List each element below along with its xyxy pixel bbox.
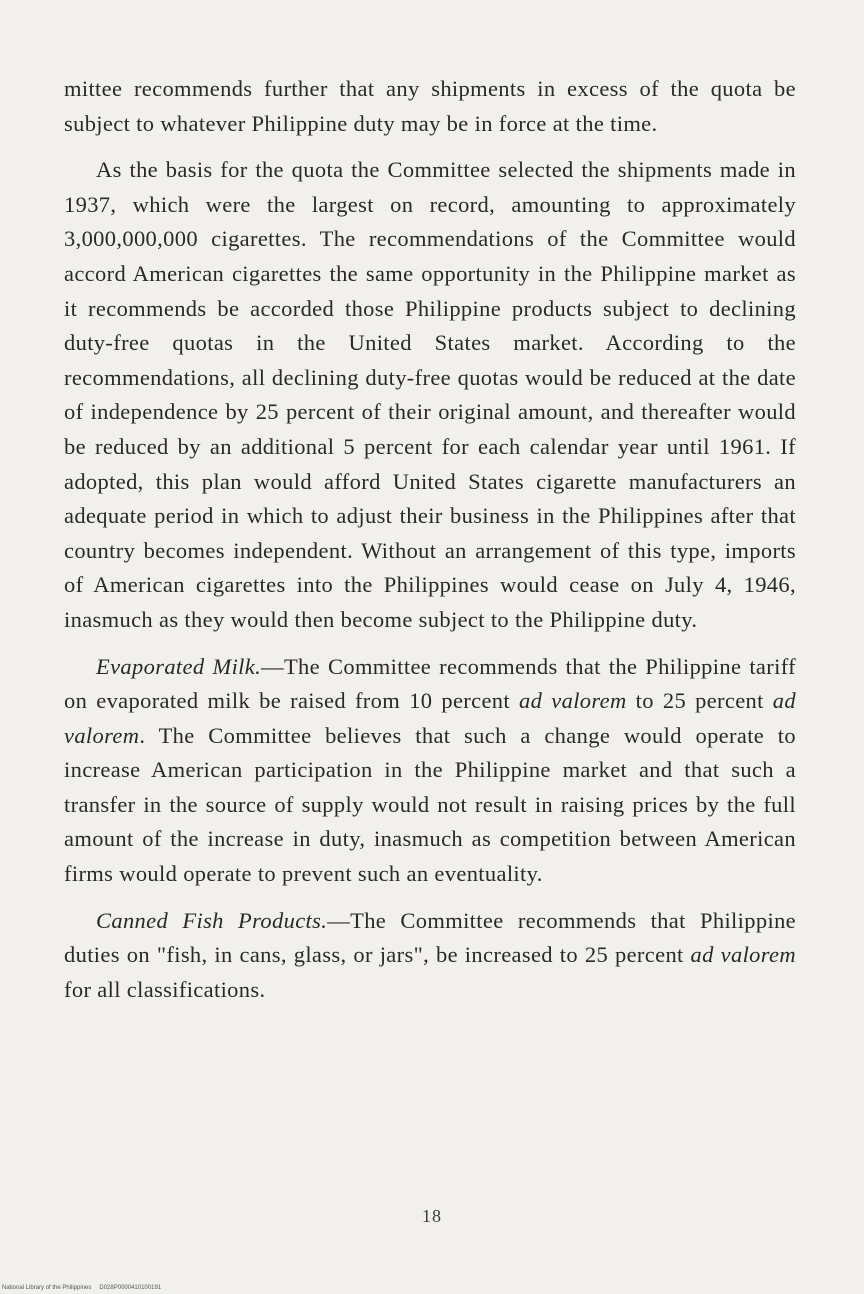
text-segment: . The Committee believes that such a change would operate to increase American participation in the Philippine market and that such a transfer in the source of supply would not result in raising prices by the full amount of the increase in duty, inasmuch as competition between American firms would operate to prevent such an eventuality. bbox=[64, 722, 796, 887]
em-dash: — bbox=[261, 653, 284, 679]
paragraph-evaporated-milk bbox=[64, 650, 796, 892]
em-dash: — bbox=[327, 907, 351, 933]
scan-code: D028P0000410100191 bbox=[99, 1285, 162, 1291]
paragraph-continuation: mittee recommends further that any shipments in excess of the quota be subject to whatever Philippine duty may be in force at the time. bbox=[64, 76, 796, 136]
library-credit: National Library of the Philippines bbox=[2, 1285, 92, 1291]
scan-credit-footer bbox=[2, 1285, 161, 1291]
italic-term: ad valorem bbox=[690, 942, 796, 968]
italic-term: ad valorem bbox=[519, 688, 627, 714]
text-segment: The Committee recommends that the Philippine tariff on evaporated milk be raised from 10 percent bbox=[64, 653, 796, 714]
page-number: 18 bbox=[422, 1206, 442, 1226]
paragraph-quota-basis: As the basis for the quota the Committee selected the shipments made in 1937, which were the largest on record, amounting to approximately 3,000,000,000 cigarettes. The recommendations of the Committee would accord American cigarettes the same opportunity in the Philippine market as it recommends be accorded those Philippine products subject to declining duty-free quotas in the United States market. According to the recommendations, all declining duty-free quotas would be reduced at the date of independence by 25 percent of their original amount, and thereafter would be reduced by an additional 5 percent for each calendar year until 1961. If adopted, this plan would afford United States cigarette manufacturers an adequate period in which to adjust their business in the Philippines after that country becomes independent. Without an arrangement of this type, imports of American cigarettes into the Philippines would cease on July 4, 1946, inasmuch as they would then become subject to the Philippine duty. bbox=[64, 157, 796, 632]
paragraph-canned-fish bbox=[64, 904, 796, 1008]
section-heading-canned-fish: Canned Fish Products. bbox=[96, 907, 328, 933]
text-segment: for all classifications. bbox=[64, 976, 266, 1002]
page-body bbox=[64, 72, 796, 1007]
text-segment: The Committee recommends that Philippine duties on "fish, in cans, glass, or jars", be increased to 25 percent bbox=[64, 907, 796, 968]
section-heading-evaporated-milk: Evaporated Milk. bbox=[96, 653, 262, 679]
text-segment: to 25 percent bbox=[626, 688, 773, 714]
italic-term: ad valorem bbox=[64, 688, 796, 748]
